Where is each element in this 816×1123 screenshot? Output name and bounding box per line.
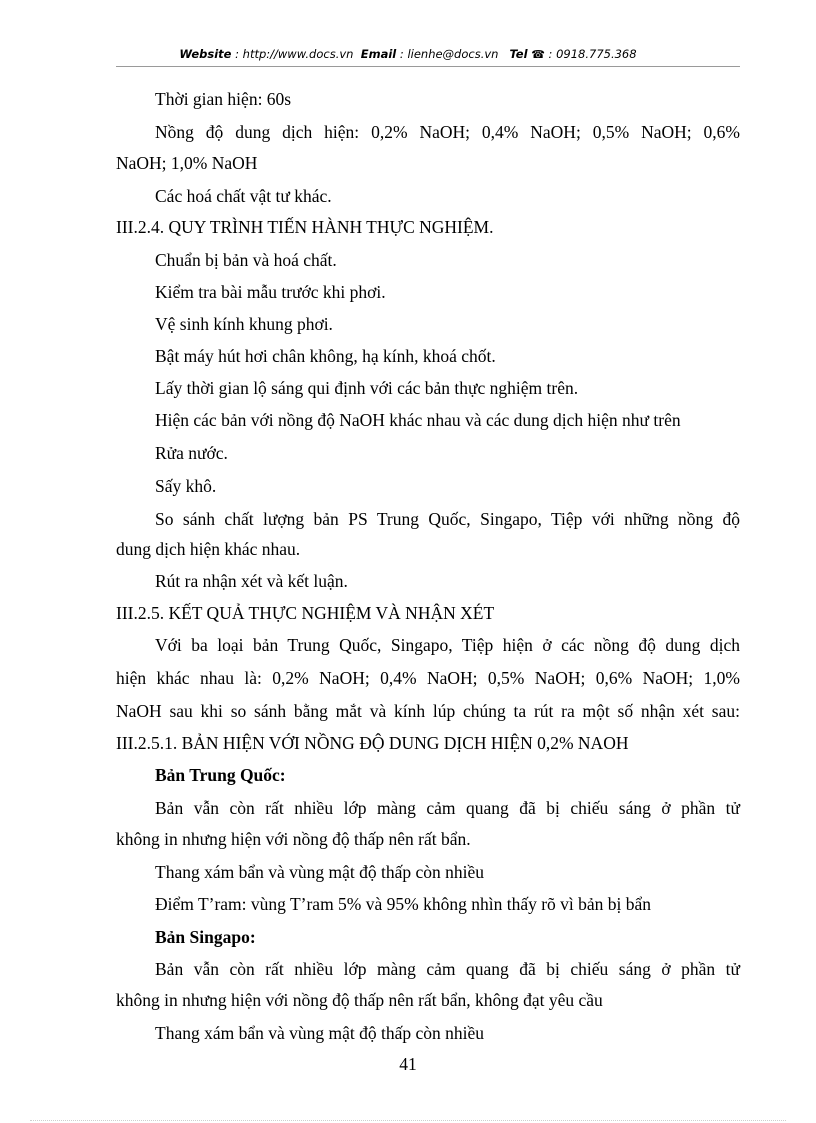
text-line: Nồng độ dung dịch hiện: 0,2% NaOH; 0,4% NaOH; 0,5% NaOH; 0,6% bbox=[155, 122, 740, 142]
text-line: Điểm T’ram: vùng T’ram 5% và 95% không nhìn thấy rõ vì bản bị bẩn bbox=[155, 894, 652, 914]
tel-number: : 0918.775.368 bbox=[544, 47, 637, 61]
text-line: NaOH sau khi so sánh bằng mắt và kính lúp chúng ta rút ra một số nhận xét sau: bbox=[116, 701, 740, 721]
text-line: Bản vẫn còn rất nhiều lớp màng cảm quang đã bị chiếu sáng ở phần tử bbox=[155, 798, 740, 818]
text-line: Thang xám bẩn và vùng mật độ thấp còn nhiều bbox=[155, 862, 485, 882]
text-line: không in nhưng hiện với nồng độ thấp nên rất bẩn. bbox=[116, 829, 471, 849]
subsection-heading: III.2.5.1. BẢN HIỆN VỚI NỒNG ĐỘ DUNG DỊCH HIỆN 0,2% NAOH bbox=[116, 733, 629, 753]
text-line: Thang xám bẩn và vùng mật độ thấp còn nhiều bbox=[155, 1023, 485, 1043]
text-line: Thời gian hiện: 60s bbox=[155, 89, 292, 109]
text-line: Rút ra nhận xét và kết luận. bbox=[155, 571, 348, 591]
subheading-singapo: Bản Singapo: bbox=[155, 927, 256, 947]
text-line: Với ba loại bản Trung Quốc, Singapo, Tiệp hiện ở các nồng độ dung dịch bbox=[155, 635, 740, 655]
website-label: Website bbox=[179, 47, 232, 61]
text-line: không in nhưng hiện với nồng độ thấp nên rất bẩn, không đạt yêu cầu bbox=[116, 990, 603, 1010]
phone-icon: ☎ bbox=[531, 48, 545, 61]
text-line: Vệ sinh kính khung phơi. bbox=[155, 314, 333, 334]
email-separator: : bbox=[396, 47, 408, 61]
text-line: Các hoá chất vật tư khác. bbox=[155, 186, 332, 206]
website-url: http://www.docs.vn bbox=[242, 47, 354, 61]
tel-label: Tel bbox=[509, 47, 528, 61]
page-header bbox=[0, 47, 816, 61]
text-line: Bản vẫn còn rất nhiều lớp màng cảm quang đã bị chiếu sáng ở phần tử bbox=[155, 959, 740, 979]
text-line: NaOH; 1,0% NaOH bbox=[116, 153, 258, 173]
text-line: Sấy khô. bbox=[155, 476, 217, 496]
text-line: Bật máy hút hơi chân không, hạ kính, khoá chốt. bbox=[155, 346, 496, 366]
email-label: Email bbox=[360, 47, 397, 61]
text-line: Hiện các bản với nồng độ NaOH khác nhau và các dung dịch hiện như trên bbox=[155, 410, 681, 430]
page-number: 41 bbox=[399, 1054, 417, 1074]
text-line: dung dịch hiện khác nhau. bbox=[116, 539, 301, 559]
website-separator: : bbox=[231, 47, 243, 61]
text-line: Rửa nước. bbox=[155, 443, 228, 463]
text-line: Chuẩn bị bản và hoá chất. bbox=[155, 250, 337, 270]
text-line: Lấy thời gian lộ sáng qui định với các bản thực nghiệm trên. bbox=[155, 378, 579, 398]
section-heading: III.2.4. QUY TRÌNH TIẾN HÀNH THỰC NGHIỆM. bbox=[116, 217, 494, 237]
header-divider bbox=[116, 66, 740, 67]
subheading-trung-quoc: Bản Trung Quốc: bbox=[155, 765, 286, 785]
text-line: Kiểm tra bài mẫu trước khi phơi. bbox=[155, 282, 386, 302]
text-line: hiện khác nhau là: 0,2% NaOH; 0,4% NaOH; 0,5% NaOH; 0,6% NaOH; 1,0% bbox=[116, 668, 740, 688]
section-heading: III.2.5. KẾT QUẢ THỰC NGHIỆM VÀ NHẬN XÉT bbox=[116, 603, 495, 623]
text-line: So sánh chất lượng bản PS Trung Quốc, Singapo, Tiệp với những nồng độ bbox=[155, 509, 740, 529]
email-address: lienhe@docs.vn bbox=[407, 47, 499, 61]
page-bottom-border bbox=[30, 1120, 786, 1121]
